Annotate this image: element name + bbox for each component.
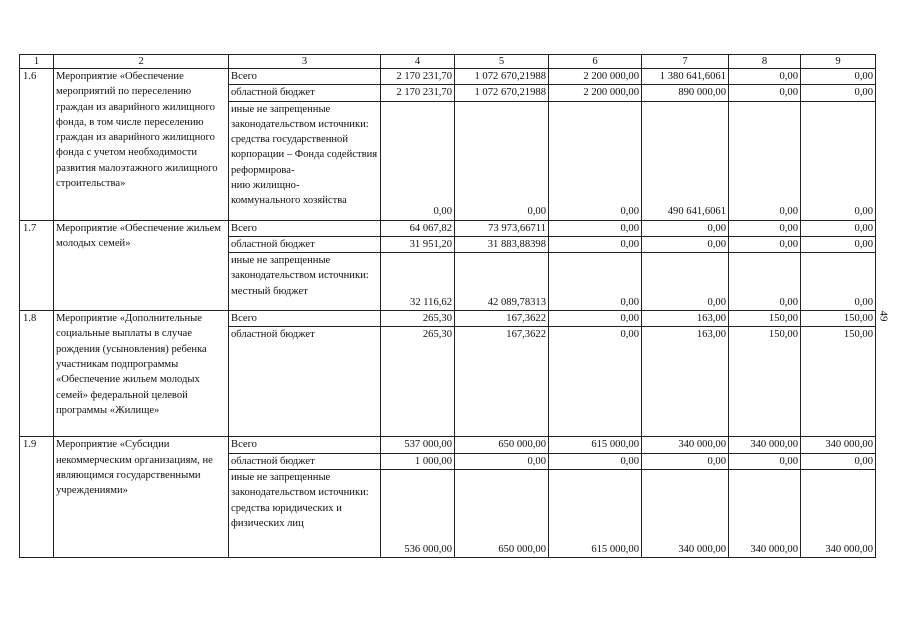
amount-cell: 0,00: [549, 453, 642, 469]
amount-cell: 615 000,00: [549, 470, 642, 558]
amount-cell: 490 641,6061: [642, 101, 729, 220]
funding-source: областной бюджет: [229, 327, 381, 437]
amount-cell: 1 000,00: [381, 453, 455, 469]
row-index: 1.6: [20, 69, 54, 221]
funding-source: областной бюджет: [229, 85, 381, 101]
amount-cell: 1 072 670,21988: [455, 69, 549, 85]
amount-cell: 0,00: [642, 453, 729, 469]
amount-cell: 0,00: [549, 253, 642, 311]
amount-cell: 615 000,00: [549, 437, 642, 453]
amount-cell: 340 000,00: [729, 470, 801, 558]
amount-cell: 0,00: [455, 453, 549, 469]
amount-cell: 0,00: [801, 453, 876, 469]
amount-cell: 0,00: [642, 220, 729, 236]
column-header: 2: [54, 55, 229, 69]
measure-name: Мероприятие «Дополнительные социальные выплаты в случае рождения (усыновления) ребенка участникам подпрограммы «Обеспечение жильем молодых семей» федеральной целевой программы «Жилище»: [54, 311, 229, 437]
amount-cell: 0,00: [801, 101, 876, 220]
amount-cell: 890 000,00: [642, 85, 729, 101]
measure-name: Мероприятие «Обеспечение жильем молодых семей»: [54, 220, 229, 311]
amount-cell: 0,00: [729, 236, 801, 252]
funding-source: Всего: [229, 437, 381, 453]
amount-cell: 340 000,00: [642, 437, 729, 453]
row-index: 1.8: [20, 311, 54, 437]
measure-name: Мероприятие «Обеспечение мероприятий по переселению граждан из аварийного жилищного фонда, в том числе переселению граждан из аварийного жилищного фонда с учетом необходимости развития малоэтажного жилищного строительства»: [54, 69, 229, 221]
column-header: 5: [455, 55, 549, 69]
amount-cell: 340 000,00: [729, 437, 801, 453]
amount-cell: 0,00: [801, 69, 876, 85]
amount-cell: 167,3622: [455, 311, 549, 327]
amount-cell: 150,00: [729, 311, 801, 327]
amount-cell: 167,3622: [455, 327, 549, 437]
budget-table: [19, 54, 876, 558]
amount-cell: 2 200 000,00: [549, 85, 642, 101]
row-index: 1.7: [20, 220, 54, 311]
measure-name: Мероприятие «Субсидии некоммерческим организациям, не являющимся государственными учреждениями»: [54, 437, 229, 558]
amount-cell: 31 951,20: [381, 236, 455, 252]
amount-cell: 64 067,82: [381, 220, 455, 236]
amount-cell: 0,00: [729, 101, 801, 220]
amount-cell: 163,00: [642, 311, 729, 327]
amount-cell: 163,00: [642, 327, 729, 437]
amount-cell: 265,30: [381, 327, 455, 437]
column-header: 7: [642, 55, 729, 69]
amount-cell: 0,00: [801, 253, 876, 311]
amount-cell: 0,00: [642, 253, 729, 311]
amount-cell: 73 973,66711: [455, 220, 549, 236]
amount-cell: 0,00: [801, 220, 876, 236]
amount-cell: 1 072 670,21988: [455, 85, 549, 101]
column-header: 1: [20, 55, 54, 69]
amount-cell: 0,00: [729, 253, 801, 311]
amount-cell: 2 200 000,00: [549, 69, 642, 85]
amount-cell: 0,00: [642, 236, 729, 252]
amount-cell: 0,00: [381, 101, 455, 220]
column-header: 8: [729, 55, 801, 69]
table-row: [20, 437, 876, 453]
funding-source: иные не запрещенные законодательством источники: средства государственной корпорации – Фонда содействия реформирова- нию жилищно- коммунального хозяйства: [229, 101, 381, 220]
amount-cell: 340 000,00: [801, 437, 876, 453]
column-header: 3: [229, 55, 381, 69]
funding-source: Всего: [229, 311, 381, 327]
amount-cell: 0,00: [549, 101, 642, 220]
column-header: 4: [381, 55, 455, 69]
amount-cell: 0,00: [801, 236, 876, 252]
funding-source: областной бюджет: [229, 236, 381, 252]
column-header: 6: [549, 55, 642, 69]
amount-cell: 0,00: [729, 220, 801, 236]
amount-cell: 0,00: [549, 236, 642, 252]
table-row: [20, 69, 876, 85]
amount-cell: 340 000,00: [801, 470, 876, 558]
funding-source: Всего: [229, 69, 381, 85]
amount-cell: 0,00: [801, 85, 876, 101]
funding-source: иные не запрещенные законодательством источники: местный бюджет: [229, 253, 381, 311]
table-row: [20, 220, 876, 236]
amount-cell: 42 089,78313: [455, 253, 549, 311]
amount-cell: 650 000,00: [455, 470, 549, 558]
amount-cell: 150,00: [801, 311, 876, 327]
amount-cell: 31 883,88398: [455, 236, 549, 252]
amount-cell: 0,00: [729, 69, 801, 85]
amount-cell: 2 170 231,70: [381, 69, 455, 85]
amount-cell: 0,00: [729, 453, 801, 469]
amount-cell: 537 000,00: [381, 437, 455, 453]
funding-source: Всего: [229, 220, 381, 236]
amount-cell: 0,00: [549, 220, 642, 236]
table-row: [20, 311, 876, 327]
column-header: 9: [801, 55, 876, 69]
amount-cell: 536 000,00: [381, 470, 455, 558]
amount-cell: 650 000,00: [455, 437, 549, 453]
amount-cell: 32 116,62: [381, 253, 455, 311]
amount-cell: 150,00: [729, 327, 801, 437]
amount-cell: 265,30: [381, 311, 455, 327]
amount-cell: 0,00: [549, 327, 642, 437]
amount-cell: 0,00: [729, 85, 801, 101]
page-number: 49: [877, 310, 890, 322]
amount-cell: 0,00: [455, 101, 549, 220]
amount-cell: 340 000,00: [642, 470, 729, 558]
funding-source: областной бюджет: [229, 453, 381, 469]
row-index: 1.9: [20, 437, 54, 558]
amount-cell: 0,00: [549, 311, 642, 327]
amount-cell: 1 380 641,6061: [642, 69, 729, 85]
amount-cell: 150,00: [801, 327, 876, 437]
header-row: [20, 55, 876, 69]
funding-source: иные не запрещенные законодательством источники: средства юридических и физических лиц: [229, 470, 381, 558]
amount-cell: 2 170 231,70: [381, 85, 455, 101]
